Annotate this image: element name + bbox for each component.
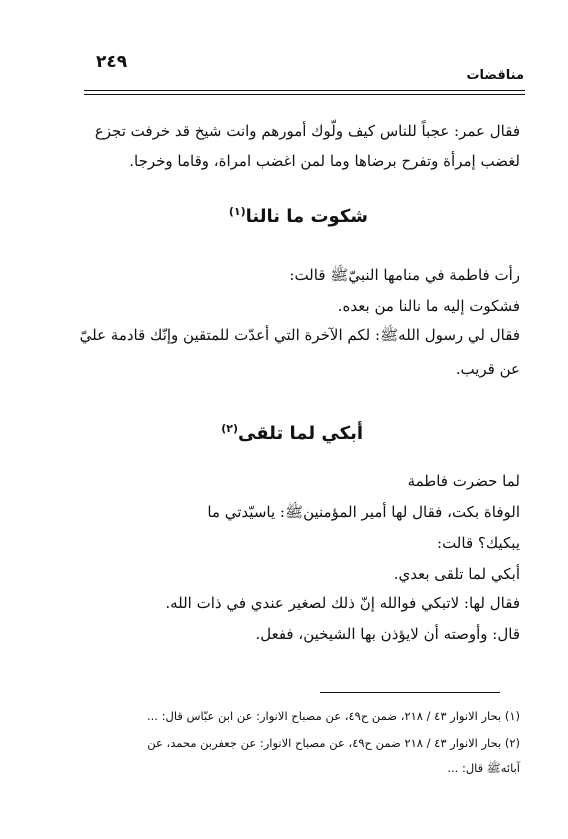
paragraph-line: يبكيك؟ قالت:	[437, 534, 520, 552]
paragraph-line: فقال عمر: عجباً للناس كيف ولّوك أمورهم وانت شيخ قد خرفت تجزع	[94, 122, 520, 140]
footnote: آبائهﷺ قال: ...	[447, 761, 520, 775]
paragraph-line: قال: وأوصته أن لايؤذن بها الشيخين، ففعل.	[255, 625, 520, 643]
paragraph-line: فقال لها: لاتبكي فوالله إنّ ذلك لصغير عندي في ذات الله.	[165, 594, 520, 612]
paragraph-line: أبكي لما تلقى بعدي.	[393, 565, 520, 583]
paragraph-line: عن قريب.	[455, 360, 520, 378]
header-rule-top	[84, 90, 525, 91]
page-number: ٢٤٩	[96, 52, 128, 72]
heading-text: شكوت ما نالنا	[245, 206, 368, 227]
footnote-ref: (١)	[228, 205, 246, 218]
footnote: (٢) بحار الانوار ٤٣ / ٢١٨ ضمن ح٤٩، عن مصباح الانوار: عن جعفربن محمد، عن	[147, 736, 520, 750]
footnote-ref: (٢)	[221, 422, 238, 435]
section-heading	[221, 422, 363, 444]
paragraph-line: الوفاة بكت، فقال لها أمير المؤمنينﷺ: ياسيّدتي ما	[207, 503, 520, 521]
heading-text: أبكي لما تلقى	[238, 423, 363, 444]
section-heading	[229, 205, 368, 227]
paragraph-line: فشكوت إليه ما نالنا من بعده.	[337, 297, 520, 315]
footnote: (١) بحار الانوار ٤٣ / ٢١٨، ضمن ح٤٩، عن مصباح الانوار: عن ابن عبّاس قال: ...	[147, 709, 520, 723]
header-rule-bottom	[84, 94, 525, 95]
paragraph-line: لما حضرت فاطمة	[407, 472, 520, 490]
paragraph-line: لغضب إمرأة وتفرح برضاها وما لمن اغضب امراة، وقاما وخرجا.	[129, 152, 520, 170]
paragraph-line: فقال لي رسول اللهﷺ: لكم الآخرة التي أعدّت للمتقين وإنّك قادمة عليّ	[79, 326, 520, 344]
paragraph-line: رأت فاطمة في منامها النبيّﷺ قالت:	[289, 266, 520, 284]
footnote-separator	[320, 692, 500, 693]
running-title: مناقضات	[466, 68, 524, 83]
